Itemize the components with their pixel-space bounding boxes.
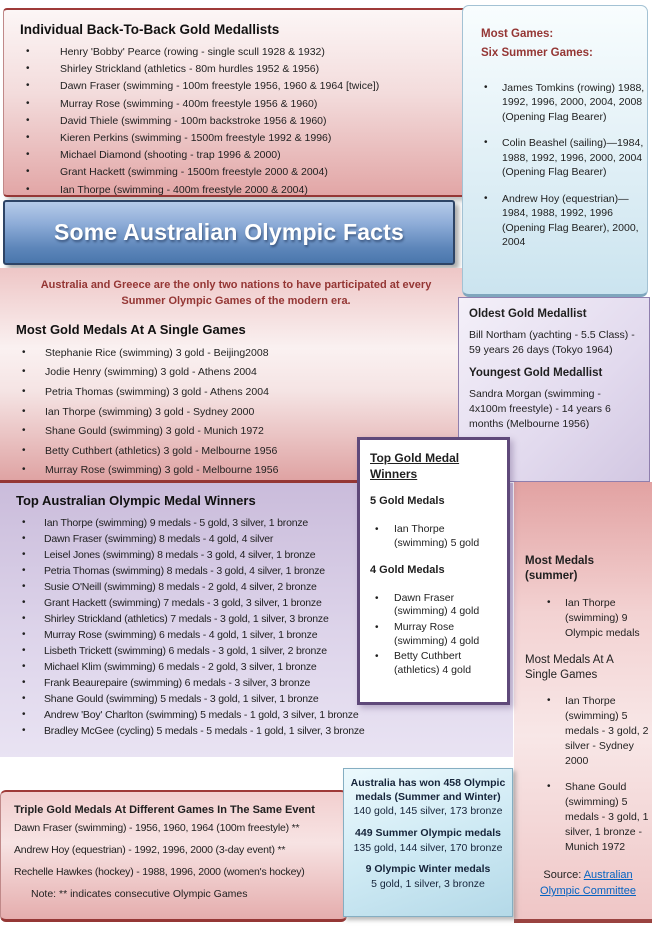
list-item: • Shirley Strickland (athletics) 7 medals - 3 gold, 1 silver, 3 bronze: [16, 613, 368, 626]
list-item: • Betty Cuthbert (athletics) 4 gold: [370, 650, 501, 677]
top-gold-medal-box: [357, 437, 510, 705]
list-item: • Colin Beashel (sailing)—1984, 1988, 1992, 1996, 2000, 2004 (Opening Flag Bearer): [481, 136, 647, 179]
top-winners-list: [16, 517, 368, 737]
oldest-heading: Oldest Gold Medallist: [469, 308, 587, 320]
list-item: • Michael Diamond (shooting - trap 1996 & 2000): [20, 149, 468, 162]
list-item: • Shane Gould (swimming) 3 gold - Munich 1972: [16, 425, 470, 438]
gold-box-title: Top Gold Medal Winners: [370, 451, 460, 482]
list-item: • David Thiele (swimming - 100m backstroke 1956 & 1960): [20, 115, 468, 128]
gold-box-list-4: [370, 592, 501, 678]
list-item: • Lisbeth Trickett (swimming) 6 medals - 3 gold, 1 silver, 2 bronze: [16, 645, 368, 658]
totals-detail: 135 gold, 144 silver, 170 bronze: [353, 841, 503, 854]
list-item: • Ian Thorpe (swimming) 3 gold - Sydney 2000: [16, 406, 470, 419]
single-games-heading: Most Gold Medals At A Single Games: [16, 321, 246, 337]
list-item: • Murray Rose (swimming) 3 gold - Melbourne 1956: [16, 464, 470, 477]
list-item: • Shane Gould (swimming) 5 medals - 3 gold, 1 silver, 1 bronze - Munich 1972: [525, 780, 652, 855]
list-item: • Andrew 'Boy' Charlton (swimming) 5 medals - 1 gold, 3 silver, 1 bronze: [16, 709, 368, 722]
triple-gold-heading: Triple Gold Medals At Different Games In The Same Event: [14, 804, 315, 816]
list-item: • Grant Hackett (swimming - 1500m freestyle 2000 & 2004): [20, 166, 468, 179]
back-to-back-panel: [3, 8, 477, 197]
most-medals-single-games-list: [525, 694, 648, 854]
list-item: • Betty Cuthbert (athletics) 3 gold - Melbourne 1956: [16, 445, 470, 458]
list-item: • Shane Gould (swimming) 5 medals - 3 gold, 1 silver, 1 bronze: [16, 693, 368, 706]
list-item: • Ian Thorpe (swimming) 5 gold: [370, 523, 501, 550]
list-item: • Dawn Fraser (swimming - 100m freestyle 1956, 1960 & 1964 [twice]): [20, 80, 468, 93]
most-medals-heading: Most Medals (summer): [525, 555, 595, 582]
gold-box-heading-4: 4 Gold Medals: [370, 563, 445, 576]
list-item: • Petria Thomas (swimming) 8 medals - 3 gold, 4 silver, 1 bronze: [16, 565, 368, 578]
source-line: [525, 867, 651, 900]
medal-totals-panel: [343, 768, 513, 917]
totals-heading: 9 Olympic Winter medals: [365, 863, 491, 876]
triple-gold-panel: [0, 790, 347, 922]
most-medals-subheading: Most Medals At A Single Games: [525, 653, 614, 681]
most-games-heading: Most Games:: [481, 28, 554, 40]
six-summer-games-heading: Six Summer Games:: [481, 47, 593, 59]
back-to-back-list: [20, 46, 468, 196]
page-title: Some Australian Olympic Facts: [53, 219, 405, 245]
list-item: • Frank Beaurepaire (swimming) 6 medals - 3 silver, 3 bronze: [16, 677, 368, 690]
gold-box-heading-5: 5 Gold Medals: [370, 495, 445, 508]
totals-detail: 5 gold, 1 silver, 3 bronze: [371, 878, 485, 891]
totals-group: [348, 863, 508, 892]
source-label: Source:: [543, 868, 584, 881]
triple-gold-note: Note: ** indicates consecutive Olympic Games: [31, 888, 248, 900]
list-item: • Jodie Henry (swimming) 3 gold - Athens 2004: [16, 366, 470, 379]
list-item: • Murray Rose (swimming - 400m freestyle 1956 & 1960): [20, 98, 468, 111]
totals-heading: Australia has won 458 Olympic medals (Summer and Winter): [350, 777, 506, 803]
most-games-list: [481, 81, 645, 250]
list-item: • Susie O'Neill (swimming) 8 medals - 2 gold, 4 silver, 2 bronze: [16, 581, 368, 594]
back-to-back-heading: Individual Back-To-Back Gold Medallists: [20, 22, 280, 37]
triple-gold-line: Rechelle Hawkes (hockey) - 1988, 1996, 2000 (women's hockey): [14, 866, 305, 878]
list-item: • Henry 'Bobby' Pearce (rowing - single scull 1928 & 1932): [20, 46, 468, 59]
list-item: • Ian Thorpe (swimming) 9 Olympic medals: [525, 596, 652, 641]
list-item: • Stephanie Rice (swimming) 3 gold - Beijing2008: [16, 347, 470, 360]
list-item: • Ian Thorpe (swimming) 9 medals - 5 gold, 3 silver, 1 bronze: [16, 517, 368, 530]
most-medals-list: [525, 596, 648, 641]
gold-box-list-5: [370, 523, 501, 550]
list-item: • Leisel Jones (swimming) 8 medals - 3 gold, 4 silver, 1 bronze: [16, 549, 368, 562]
list-item: • Grant Hackett (swimming) 7 medals - 3 gold, 3 silver, 1 bronze: [16, 597, 368, 610]
list-item: • James Tomkins (rowing) 1988, 1992, 1996, 2000, 2004, 2008 (Opening Flag Bearer): [481, 81, 647, 124]
most-medals-panel: [514, 482, 652, 923]
totals-heading: 449 Summer Olympic medals: [355, 827, 501, 840]
list-item: • Murray Rose (swimming) 6 medals - 4 gold, 1 silver, 1 bronze: [16, 629, 368, 642]
title-banner: [3, 200, 455, 265]
list-item: • Dawn Fraser (swimming) 8 medals - 4 gold, 4 silver: [16, 533, 368, 546]
triple-gold-line: Dawn Fraser (swimming) - 1956, 1960, 1964 (100m freestyle) **: [14, 822, 300, 834]
totals-group: [348, 827, 508, 856]
most-games-panel: [462, 5, 648, 297]
list-item: • Murray Rose (swimming) 4 gold: [370, 621, 501, 648]
totals-detail: 140 gold, 145 silver, 173 bronze: [353, 805, 503, 818]
list-item: • Kieren Perkins (swimming - 1500m freestyle 1992 & 1996): [20, 132, 468, 145]
oldest-text: Bill Northam (yachting - 5.5 Class) - 59 years 26 days (Tokyo 1964): [469, 329, 635, 356]
list-item: • Bradley McGee (cycling) 5 medals - 5 medals - 1 gold, 1 silver, 3 bronze: [16, 725, 368, 738]
list-item: • Petria Thomas (swimming) 3 gold - Athens 2004: [16, 386, 470, 399]
totals-group: [348, 777, 508, 820]
list-item: • Dawn Fraser (swimming) 4 gold: [370, 592, 501, 619]
source-link[interactable]: Australian Olympic Committee: [540, 868, 636, 898]
youngest-text: Sandra Morgan (swimming - 4x100m freestyle) - 14 years 6 months (Melbourne 1956): [469, 388, 611, 430]
list-item: • Shirley Strickland (athletics - 80m hurdles 1952 & 1956): [20, 63, 468, 76]
list-item: • Ian Thorpe (swimming - 400m freestyle 2000 & 2004): [20, 184, 468, 197]
list-item: • Ian Thorpe (swimming) 5 medals - 3 gold, 2 silver - Sydney 2000: [525, 694, 652, 769]
australia-greece-fact: Australia and Greece are the only two nations to have participated at every Summer Olympic Games of the modern era.: [40, 279, 432, 307]
youngest-heading: Youngest Gold Medallist: [469, 367, 603, 380]
top-winners-heading: Top Australian Olympic Medal Winners: [16, 493, 256, 508]
triple-gold-line: Andrew Hoy (equestrian) - 1992, 1996, 2000 (3-day event) **: [14, 844, 286, 856]
list-item: • Michael Klim (swimming) 6 medals - 2 gold, 3 silver, 1 bronze: [16, 661, 368, 674]
list-item: • Andrew Hoy (equestrian)—1984, 1988, 1992, 1996 (Opening Flag Bearer), 2000, 2004: [481, 192, 647, 250]
